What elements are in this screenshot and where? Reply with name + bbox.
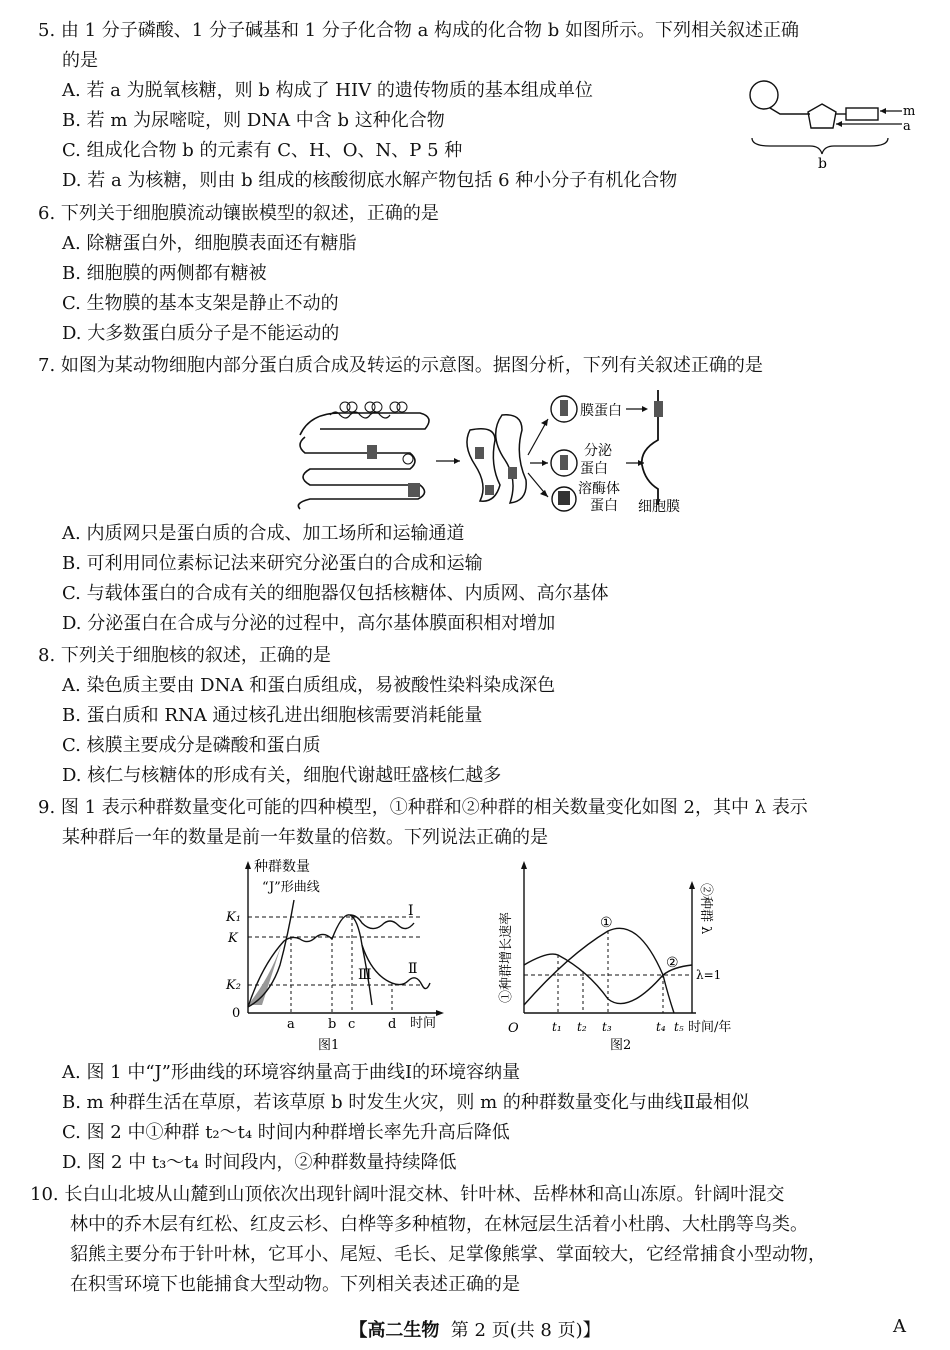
fig1-curve-2-label: Ⅱ: [408, 961, 418, 977]
fig1-caption: 图1: [318, 1038, 340, 1053]
fig2-lambda-label: λ=1: [696, 968, 722, 982]
option-c: C. 组成化合物 b 的元素有 C、H、O、N、P 5 种: [62, 140, 463, 161]
vesicle-membrane-protein-cargo: [560, 400, 568, 416]
footer-page: 第 2 页(共 8 页)】: [450, 1320, 601, 1341]
fig1-k2-label: K₂: [226, 978, 241, 993]
fig1-ylabel: 种群数量: [254, 859, 310, 875]
fig1-xtick-a: a: [287, 1017, 295, 1032]
option-b: B. 细胞膜的两侧都有糖被: [62, 263, 267, 284]
fig2-left-arrow: [521, 861, 527, 869]
question-stem-continued: 的是: [62, 50, 98, 71]
arrow-to-secreted-head: [542, 460, 548, 466]
fig2-series-2-label: ②: [666, 955, 679, 971]
fig2-xtick-t1: t₁: [552, 1020, 562, 1034]
fig2-ylabel-left-group: [498, 912, 514, 1003]
fig1-curve-2: [362, 945, 430, 989]
fig2-ylabel-right: ②种群 λ: [698, 883, 713, 935]
brace-b: [752, 138, 888, 154]
question-stem: 7. 如图为某动物细胞内部分蛋白质合成及转运的示意图。据图分析，下列有关叙述正确的是: [38, 355, 763, 376]
fig1-y-arrow: [245, 861, 251, 869]
option-c: C. 与载体蛋白的合成有关的细胞器仅包括核糖体、内质网、高尔基体: [62, 583, 609, 604]
question-10: [30, 1180, 920, 1300]
ribosomes: [330, 402, 407, 418]
arrow-er-golgi-head: [454, 458, 460, 464]
option-a: A. 除糖蛋白外，细胞膜表面还有糖脂: [62, 233, 357, 254]
er-upper-fold: [300, 413, 429, 435]
golgi-protein-1: [475, 447, 484, 459]
fig1-curve-3-label: Ⅲ: [358, 967, 372, 983]
option-c: C. 生物膜的基本支架是静止不动的: [62, 293, 339, 314]
label-membrane-protein: 膜蛋白: [580, 403, 622, 419]
option-d: D. 核仁与核糖体的形成有关，细胞代谢越旺盛核仁越多: [62, 765, 502, 786]
phosphate-bond: [770, 108, 810, 114]
option-a: A. 染色质主要由 DNA 和蛋白质组成，易被酸性染料染成深色: [62, 675, 556, 696]
option-d: D. 若 a 为核糖，则由 b 组成的核酸彻底水解产物包括 6 种小分子有机化合物: [62, 170, 678, 191]
option-b: B. 可利用同位素标记法来研究分泌蛋白的合成和运输: [62, 553, 483, 574]
option-d: D. 大多数蛋白质分子是不能运动的: [62, 323, 340, 344]
figure-2-growth-rate: [488, 855, 746, 1055]
footer-version: A: [893, 1316, 906, 1337]
figure-1-population-models: [222, 855, 454, 1055]
arrow-m-head: [880, 108, 886, 114]
fig1-curve-1-label: Ⅰ: [408, 903, 414, 919]
option-d: D. 分泌蛋白在合成与分泌的过程中，高尔基体膜面积相对增加: [62, 613, 556, 634]
fig1-xlabel: 时间: [410, 1016, 437, 1031]
label-secreted-1: 分泌: [584, 443, 612, 459]
fig1-origin: 0: [232, 1006, 241, 1021]
fig2-right-arrow: [689, 881, 695, 889]
fig2-xtick-t4: t₄: [656, 1020, 666, 1034]
label-lysosome-1: 溶酶体: [578, 481, 620, 497]
option-c: C. 图 2 中①种群 t₂～t₄ 时间内种群增长率先升高后降低: [62, 1122, 510, 1143]
arrow-a-head: [836, 121, 842, 127]
question-stem-line-3: 貂熊主要分布于针叶林，它耳小、尾短、毛长、足掌像熊掌、掌面较大，它经常捕食小型动物，: [70, 1244, 826, 1265]
fig2-ylabel-right-group: [698, 883, 713, 934]
fig1-xtick-c: c: [348, 1017, 356, 1032]
question-8: [38, 641, 918, 791]
phosphate-circle: [750, 81, 778, 109]
label-lysosome-2: 蛋白: [590, 498, 618, 514]
question-stem: 6. 下列关于细胞膜流动镶嵌模型的叙述，正确的是: [38, 203, 439, 224]
question-stem-continued: 某种群后一年的数量是前一年数量的倍数。下列说法正确的是: [62, 827, 548, 848]
arrow-membrane-head: [642, 406, 648, 412]
question-stem-line-4: 在积雪环境下也能捕食大型动物。下列相关表述正确的是: [70, 1274, 520, 1295]
footer-title: 【高二生物: [349, 1320, 440, 1341]
question-7: [38, 351, 918, 381]
label-m: m: [903, 104, 916, 119]
question-stem-line-2: 林中的乔木层有红松、红皮云杉、白桦等多种植物，在林冠层生活着小杜鹃、大杜鹃等鸟类。: [70, 1214, 808, 1235]
fig2-origin: O: [508, 1021, 519, 1036]
question-stem: 8. 下列关于细胞核的叙述，正确的是: [38, 645, 331, 666]
fig1-xtick-d: d: [388, 1017, 397, 1032]
question-6: [38, 199, 918, 349]
fig1-k-label: K: [228, 931, 238, 946]
question-stem: 9. 图 1 表示种群数量变化可能的四种模型，①种群和②种群的相关数量变化如图 2，其中 λ 表示: [38, 797, 808, 818]
golgi-protein-3: [508, 467, 517, 479]
fig2-ylabel-left: ①种群增长速率: [499, 911, 514, 1003]
option-b: B. 若 m 为尿嘧啶，则 DNA 中含 b 这种化合物: [62, 110, 445, 131]
option-a: A. 若 a 为脱氧核糖，则 b 构成了 HIV 的遗传物质的基本组成单位: [62, 80, 593, 101]
base-rect: [846, 108, 878, 120]
embedded-membrane-protein: [654, 401, 663, 417]
option-b: B. 蛋白质和 RNA 通过核孔进出细胞核需要消耗能量: [62, 705, 483, 726]
fig2-xtick-t2: t₂: [577, 1020, 587, 1034]
question-stem: 5. 由 1 分子磷酸、1 分子碱基和 1 分子化合物 a 构成的化合物 b 如图所示。下列相关叙述正确: [38, 20, 799, 41]
fig2-series-1-label: ①: [600, 915, 613, 931]
fig2-xtick-t5: t₅: [674, 1020, 684, 1034]
fig1-k1-label: K₁: [226, 910, 241, 925]
fig1-x-arrow: [436, 1010, 444, 1016]
endoplasmic-reticulum: [298, 437, 424, 509]
option-a: A. 图 1 中“J”形曲线的环境容纳量高于曲线Ⅰ的环境容纳量: [62, 1062, 521, 1083]
question-7-options: [38, 519, 918, 639]
fig1-xtick-b: b: [328, 1017, 337, 1032]
protein-transport-diagram: [290, 385, 685, 515]
label-cell-membrane: 细胞膜: [638, 499, 680, 515]
label-a: a: [903, 119, 911, 134]
nucleotide-diagram: [740, 78, 920, 173]
golgi-protein-2: [485, 485, 494, 495]
question-9: [38, 793, 918, 853]
fig1-j-curve: [248, 900, 294, 1007]
option-a: A. 内质网只是蛋白质的合成、加工场所和运输通道: [62, 523, 465, 544]
golgi-cis: [467, 429, 500, 501]
golgi-trans: [496, 415, 527, 503]
option-c: C. 核膜主要成分是磷酸和蛋白质: [62, 735, 321, 756]
option-d: D. 图 2 中 t₃～t₄ 时间段内，②种群数量持续降低: [62, 1152, 457, 1173]
fig1-j-curve-label: “J”形曲线: [262, 880, 320, 895]
arrow-to-lysosome-head: [540, 490, 548, 497]
fig2-xlabel: 时间/年: [688, 1020, 732, 1035]
label-secreted-2: 蛋白: [580, 461, 608, 477]
pentose-sugar: [808, 104, 836, 128]
label-b: b: [818, 156, 827, 172]
fig2-xtick-t3: t₃: [602, 1020, 612, 1034]
question-stem-line-1: 10. 长白山北坡从山麓到山顶依次出现针阔叶混交林、针叶林、岳桦林和高山冻原。针阔叶混交: [30, 1184, 785, 1205]
option-b: B. m 种群生活在草原，若该草原 b 时发生火灾，则 m 的种群数量变化与曲线Ⅱ最相似: [62, 1092, 750, 1113]
fig2-caption: 图2: [610, 1038, 632, 1053]
footer-center: [0, 1316, 950, 1342]
fig2-series-1-curve: [524, 928, 674, 1013]
vesicle-secreted-cargo: [560, 455, 568, 470]
vesicle-lysosome-cargo: [558, 491, 570, 505]
question-9-options: [38, 1058, 918, 1178]
